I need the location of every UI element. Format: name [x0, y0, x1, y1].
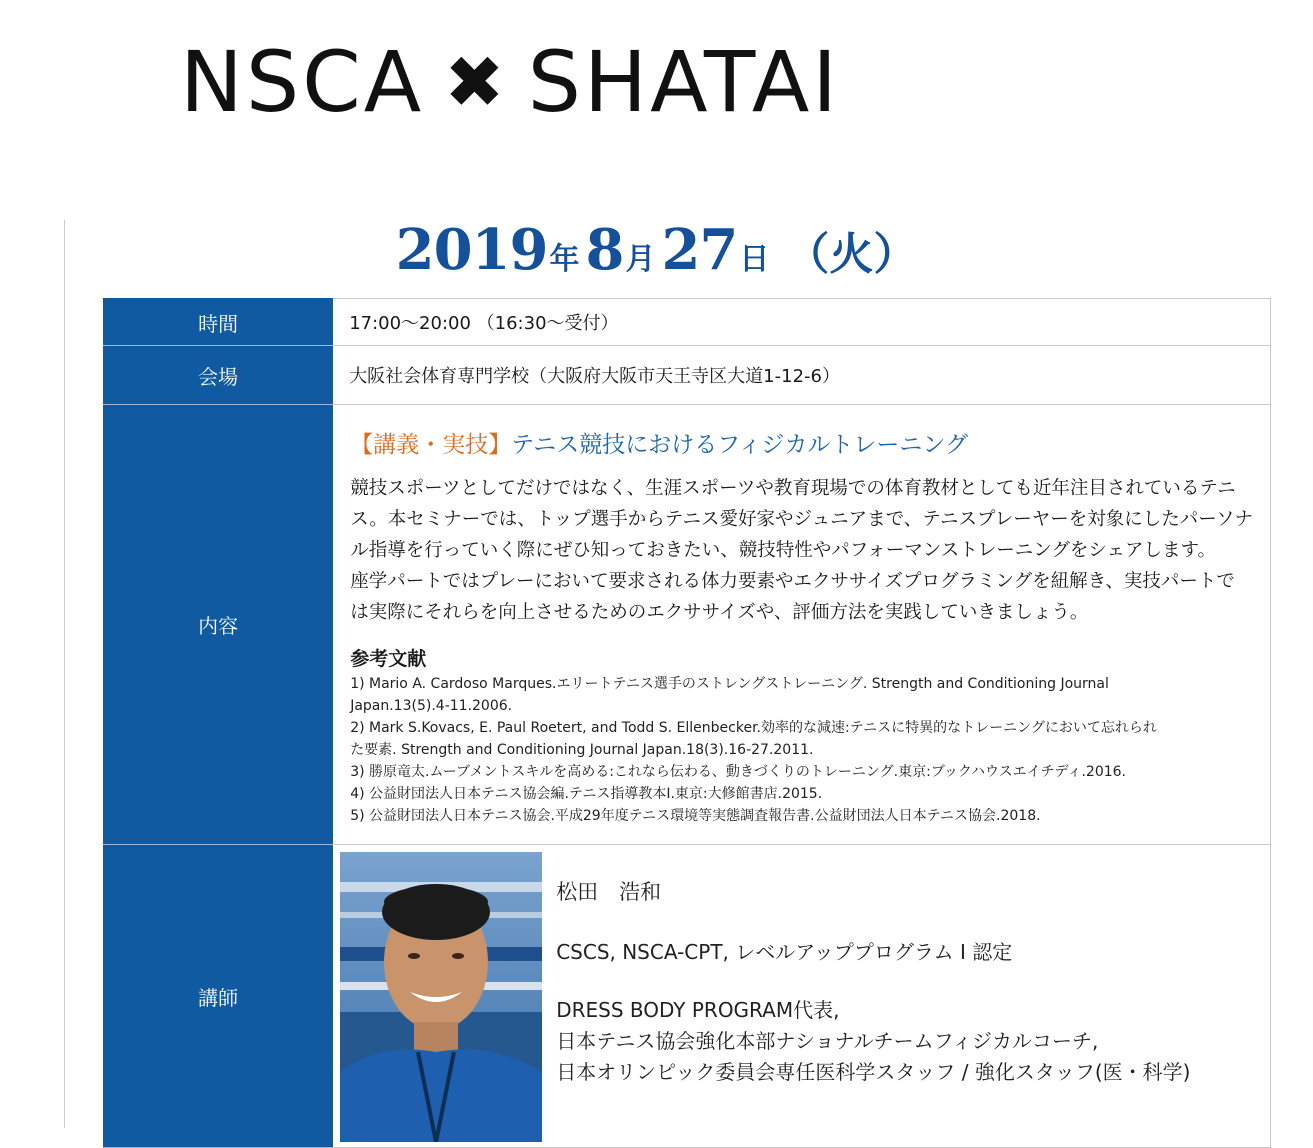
- time-label: 時間: [104, 299, 333, 346]
- lecture-title: [350, 426, 1253, 459]
- reference-line: 3) 勝原竜太.ムーブメントスキルを高める:これなら伝わる、動きづくりのトレーニング.東京:ブックハウスエイチディ.2016.: [350, 764, 1126, 780]
- date-month-unit: 月: [625, 242, 656, 277]
- description: [350, 473, 1253, 628]
- lecturer-name: 松田 浩和: [556, 880, 662, 904]
- reference-line: た要素. Strength and Conditioning Journal Japan.18(3).16-27.2011.: [350, 742, 814, 758]
- lecture-title-text: テニス競技におけるフィジカルトレーニング: [511, 432, 968, 458]
- time-value: 17:00〜20:00 （16:30〜受付）: [333, 299, 1271, 346]
- lecturer-row: [104, 845, 1271, 1148]
- lecturer-role: 日本テニス協会強化本部ナショナルチームフィジカルコーチ,: [556, 1029, 1099, 1053]
- date-day-unit: 日: [739, 242, 770, 277]
- reference-line: Japan.13(5).4-11.2006.: [350, 698, 513, 714]
- description-line: 競技スポーツとしてだけではなく、生涯スポーツや教育現場での体育教材としても近年注目されているテニ: [350, 478, 1236, 499]
- reference-line: 5) 公益財団法人日本テニス協会.平成29年度テニス環境等実態調査報告書.公益財団法人日本テニス協会.2018.: [350, 808, 1041, 824]
- lecturer-role: 日本オリンピック委員会専任医科学スタッフ / 強化スタッフ(医・科学): [556, 1060, 1191, 1084]
- venue-label: 会場: [104, 346, 333, 405]
- reference-line: 1) Mario A. Cardoso Marques.エリートテニス選手のストレングストレーニング. Strength and Conditioning Journal: [350, 676, 1109, 692]
- lecturer-role: DRESS BODY PROGRAM代表,: [556, 998, 840, 1022]
- page-title: [180, 33, 841, 131]
- time-row: [104, 299, 1271, 346]
- date-day: 27: [661, 217, 738, 283]
- cross-icon: ✖: [444, 40, 508, 124]
- content-row: [104, 405, 1271, 845]
- lecturer-certs: CSCS, NSCA-CPT, レベルアッププログラム Ⅰ 認定: [556, 940, 1013, 964]
- date-month: 8: [585, 217, 624, 283]
- references-list: [350, 673, 1253, 827]
- title-right: SHATAI: [527, 33, 841, 131]
- info-table: [103, 298, 1271, 1148]
- lecturer-cell: [333, 845, 1271, 1148]
- date-weekday: （火）: [785, 229, 918, 280]
- venue-row: [104, 346, 1271, 405]
- description-line: 座学パートではプレーにおいて要求される体力要素やエクササイズプログラミングを紐解き、実技パートで: [350, 571, 1235, 592]
- reference-line: 4) 公益財団法人日本テニス協会編.テニス指導教本Ⅰ.東京:大修館書店.2015.: [350, 786, 823, 802]
- venue-value: 大阪社会体育専門学校（大阪府大阪市天王寺区大道1-12-6）: [333, 346, 1271, 405]
- title-left: NSCA: [180, 33, 425, 131]
- left-divider: [64, 220, 65, 1128]
- description-line: ル指導を行っていく際にぜひ知っておきたい、競技特性やパフォーマンストレーニングをシェアします。: [350, 540, 1216, 561]
- description-line: ス。本セミナーでは、トップ選手からテニス愛好家やジュニアまで、テニスプレーヤーを対象にしたパーソナ: [350, 509, 1253, 530]
- lecturer-label: 講師: [104, 845, 333, 1148]
- lecture-tag: 【講義・実技】: [350, 432, 512, 458]
- description-line: は実際にそれらを向上させるためのエクササイズや、評価方法を実践していきましょう。: [350, 602, 1089, 623]
- event-date: [0, 217, 1313, 283]
- lecturer-photo: [340, 852, 542, 1142]
- reference-line: 2) Mark S.Kovacs, E. Paul Roetert, and Todd S. Ellenbecker.効率的な減速:テニスに特異的なトレーニングにおいて忘れられ: [350, 720, 1157, 736]
- date-year-unit: 年: [549, 242, 580, 277]
- content-label: 内容: [104, 405, 333, 845]
- date-year: 2019: [395, 217, 548, 283]
- content-cell: [333, 405, 1271, 845]
- references-heading: 参考文献: [350, 648, 427, 670]
- lecturer-info: [556, 876, 1190, 1088]
